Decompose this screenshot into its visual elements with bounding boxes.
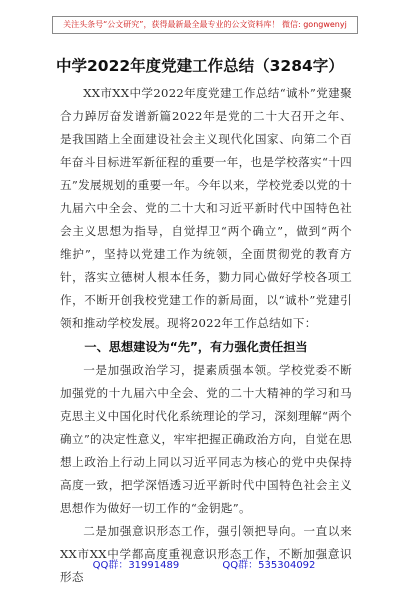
body-paragraph: 一是加强政治学习，提素质强本领。学校党委不断加强党的十九届六中全会、党的二十大精神的学习和马克思主义中国化时代化系统理论的学习，深刻理解“两个确立”的决定性意义，牢牢把握正确政治方向，自觉在思想上政治上行动上同以习近平同志为核心的党中央保持高度一致，把学深悟透习近平新时代中国特色社会主义思想作为做好一切工作的“金钥匙”。 [60,363,352,515]
intro-paragraph: XX市XX中学2022年度党建工作总结“诚朴”党建聚合力踔厉奋发谱新篇2022年是党的二十大召开之年、是我国踏上全面建设社会主义现代化国家、向第二个百年奋斗目标进军新征程的重要一年，也是学校落实“十四五”发展规划的重要一年。今年以来，学校党委以党的十九届六中全会、党的二十大和习近平新时代中国特色社会主义思想为指导，自觉捍卫“两个确立”，做到“两个维护”，坚持以党建工作为统领，全面贯彻党的教育方针，落实立德树人根本任务，勠力同心做好学校各项工作，不断开创我校党建工作的新局面，以“诚朴”党建引领和推动学校发展。现将2022年工作总结如下： [60,86,352,330]
page-title: 中学2022年度党建工作总结（3284字） [56,57,344,75]
footer-contact [0,559,408,573]
document-body [60,82,352,589]
body-paragraph: 二是加强意识形态工作，强引领把导向。一直以来XX市XX中学都高度重视意识形态工作，不断加强意识形态 [60,524,352,584]
top-banner: 关注头条号“公文研究”，获得最新最全最专业的公文资料库！ 微信: gongwenyj [52,16,358,34]
qq-group-2: QQ群：535304092 [222,560,316,571]
qq-group-1: QQ群：31991489 [92,560,180,571]
section-heading: 一、思想建设为“先”，有力强化责任担当 [84,340,308,354]
